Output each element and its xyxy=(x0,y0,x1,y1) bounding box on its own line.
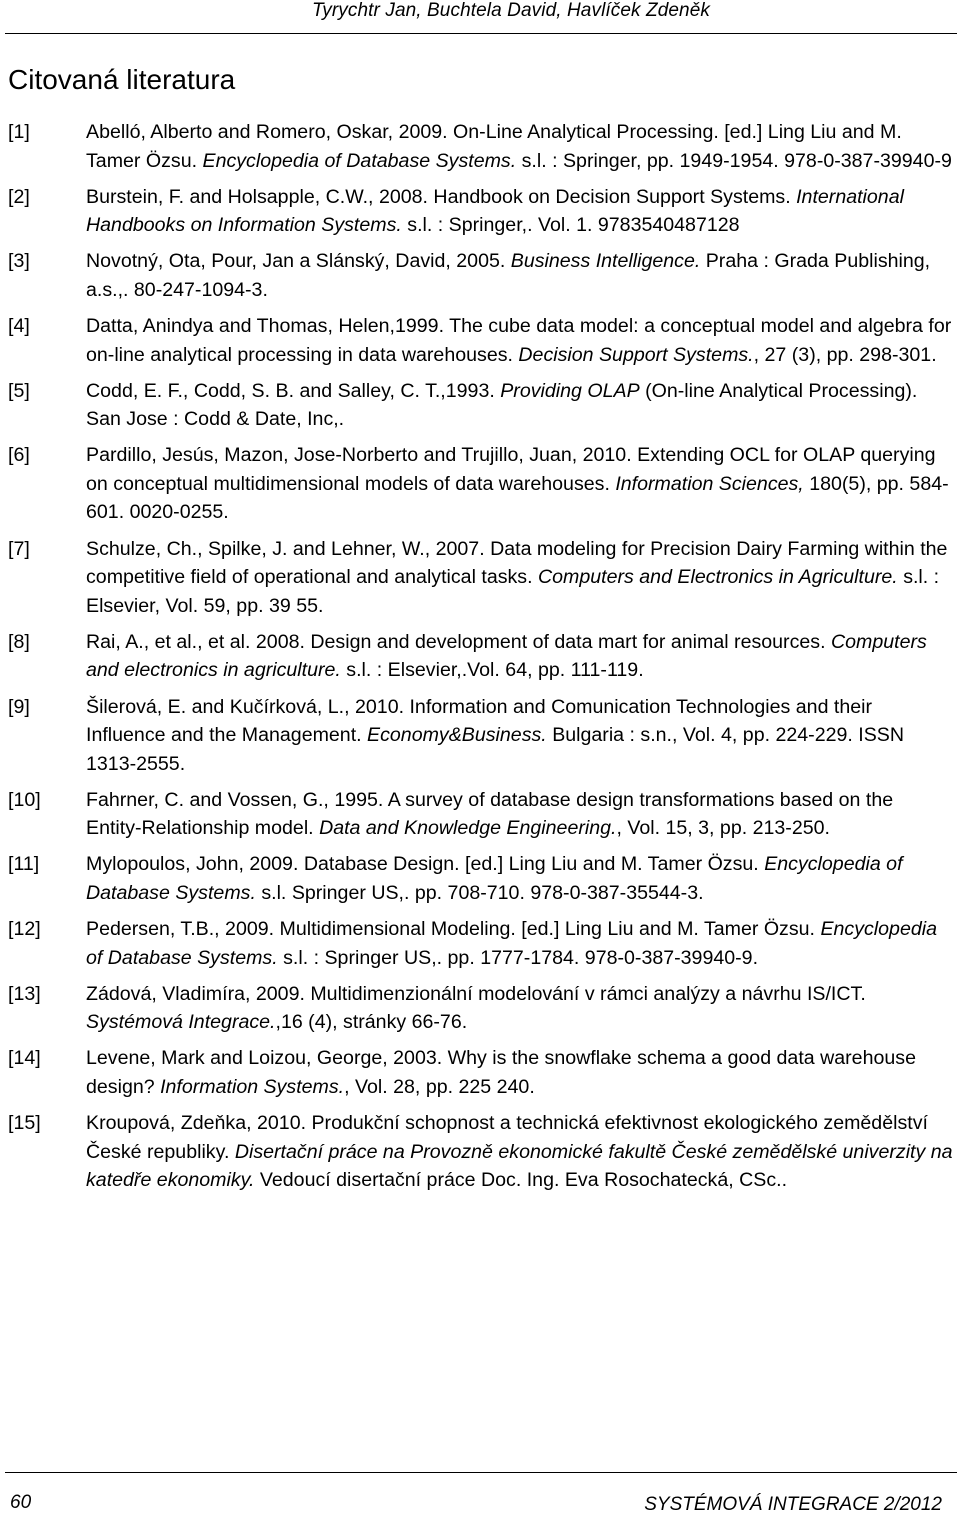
reference-source-title: Providing OLAP xyxy=(500,379,640,402)
reference-item xyxy=(8,915,953,972)
reference-text-run: ,16 (4), stránky 66-76. xyxy=(275,1011,468,1034)
reference-source-title: Information Sciences, xyxy=(615,472,804,495)
reference-text-run: Rai, A., et al., et al. 2008. Design and development of data mart for animal resources. xyxy=(86,630,831,653)
reference-source-title: Data and Knowledge Engineering. xyxy=(319,817,617,840)
reference-number: [1] xyxy=(8,121,30,143)
reference-item xyxy=(8,118,953,175)
reference-text-run: s.l. : Springer US,. pp. 1777-1784. 978-0-387-39940-9. xyxy=(277,946,759,969)
journal-name: SYSTÉMOVÁ INTEGRACE 2/2012 xyxy=(644,1494,942,1515)
reference-item xyxy=(8,628,953,685)
reference-text-run: Pedersen, T.B., 2009. Multidimensional Modeling. [ed.] Ling Liu and M. Tamer Özsu. xyxy=(86,918,821,941)
reference-number: [10] xyxy=(8,788,41,811)
header-rule xyxy=(5,33,957,34)
reference-text-run: Levene, Mark and Loizou, George, 2003. Why is the snowflake schema a good data warehouse design? xyxy=(86,1047,916,1098)
reference-text xyxy=(86,1112,953,1191)
reference-number: [14] xyxy=(8,1047,41,1070)
reference-text xyxy=(86,1047,916,1098)
reference-source-title: International Handbooks on Information Systems. xyxy=(86,185,904,237)
reference-source-title: Economy&Business. xyxy=(367,724,547,746)
reference-source-title: Encyclopedia of Database Systems. xyxy=(86,853,903,904)
reference-text xyxy=(86,121,952,172)
reference-text xyxy=(86,250,930,301)
footer-rule xyxy=(5,1472,957,1473)
reference-list xyxy=(8,118,953,1202)
reference-source-title: Business Intelligence. xyxy=(510,250,701,273)
reference-text xyxy=(86,853,903,904)
running-header-authors: Tyrychtr Jan, Buchtela David, Havlíček Zdeněk xyxy=(311,0,710,21)
reference-number: [3] xyxy=(8,250,30,273)
reference-text-run: Bulgaria : s.n., Vol. 4, pp. 224-229. ISSN 1313-2555. xyxy=(86,724,905,775)
reference-item xyxy=(8,786,953,843)
reference-number: [15] xyxy=(8,1112,41,1135)
reference-source-title: Encyclopedia of Database Systems. xyxy=(202,149,517,172)
reference-text-run: , Vol. 28, pp. 225 240. xyxy=(344,1075,535,1098)
reference-text xyxy=(86,789,893,840)
reference-text-run: s.l. : Springer,. Vol. 1. 9783540487128 xyxy=(401,214,740,237)
reference-text-run: , Vol. 15, 3, pp. 213-250. xyxy=(616,817,830,840)
reference-source-title: Computers and electronics in agriculture. xyxy=(86,630,927,682)
reference-item xyxy=(8,247,953,304)
reference-text xyxy=(86,631,927,682)
reference-text-run: , 27 (3), pp. 298-301. xyxy=(753,343,937,366)
reference-item xyxy=(8,312,953,369)
reference-text-run: Praha : Grada Publishing, a.s.,. 80-247-1094-3. xyxy=(86,250,931,301)
reference-number: [4] xyxy=(8,315,30,338)
reference-text-run: s.l. : Elsevier,.Vol. 64, pp. 111-119. xyxy=(340,659,644,682)
reference-number: [7] xyxy=(8,537,30,560)
reference-text-run: s.l. : Elsevier, Vol. 59, pp. 39 55. xyxy=(86,566,940,617)
reference-text-run: (On-line Analytical Processing). San Jose : Codd & Date, Inc,. xyxy=(86,379,918,431)
section-title: Citovaná literatura xyxy=(8,64,236,95)
reference-text xyxy=(86,696,904,775)
reference-text xyxy=(86,538,947,617)
reference-text-run: Mylopoulos, John, 2009. Database Design. [ed.] Ling Liu and M. Tamer Özsu. xyxy=(86,853,765,876)
reference-text-run: Burstein, F. and Holsapple, C.W., 2008. Handbook on Decision Support Systems. xyxy=(86,185,797,208)
reference-text-run: Vedoucí disertační práce Doc. Ing. Eva Rosochatecká, CSc.. xyxy=(254,1169,788,1192)
reference-source-title: Computers and Electronics in Agriculture. xyxy=(538,566,898,589)
reference-source-title: Systémová Integrace. xyxy=(86,1011,276,1034)
reference-text xyxy=(86,186,904,237)
reference-text xyxy=(86,983,866,1034)
reference-source-title: Decision Support Systems. xyxy=(518,343,754,366)
reference-text xyxy=(86,444,949,523)
reference-text-run: s.l. Springer US,. pp. 708-710. 978-0-387-35544-3. xyxy=(255,881,704,904)
reference-text-run: Pardillo, Jesús, Mazon, Jose-Norberto and Trujillo, Juan, 2010. Extending OCL for OLAP querying on conceptual multidimensional models of data warehouses. xyxy=(86,444,936,495)
reference-item xyxy=(8,377,953,434)
reference-number: [5] xyxy=(8,379,30,402)
reference-source-title: Information Systems. xyxy=(160,1075,345,1098)
reference-item xyxy=(8,535,953,621)
reference-item xyxy=(8,1109,953,1195)
reference-item xyxy=(8,183,953,240)
reference-text-run: Schulze, Ch., Spilke, J. and Lehner, W., 2007. Data modeling for Precision Dairy Farming within the competitive field of operational and analytical tasks. xyxy=(86,537,948,589)
reference-number: [13] xyxy=(8,982,41,1005)
page-number: 60 xyxy=(10,1492,32,1513)
reference-number: [8] xyxy=(8,630,30,653)
reference-text-run: 180(5), pp. 584-601. 0020-0255. xyxy=(86,472,949,524)
reference-item xyxy=(8,693,953,779)
reference-number: [6] xyxy=(8,444,30,467)
reference-item xyxy=(8,1044,953,1101)
reference-source-title: Disertační práce na Provozně ekonomické fakultě České zemědělské univerzity na katedře ekonomiky. xyxy=(86,1140,953,1192)
reference-text xyxy=(86,380,917,431)
reference-source-title: Encyclopedia of Database Systems. xyxy=(86,918,938,969)
reference-text-run: Zádová, Vladimíra, 2009. Multidimenzionální modelování v rámci analýzy a návrhu IS/ICT. xyxy=(86,982,866,1005)
reference-text-run: Abelló, Alberto and Romero, Oskar, 2009. On-Line Analytical Processing. [ed.] Ling Liu and M. Tamer Özsu. xyxy=(86,121,902,172)
reference-number: [12] xyxy=(8,918,41,941)
reference-item xyxy=(8,441,953,527)
reference-number: [2] xyxy=(8,185,30,208)
reference-text-run: Novotný, Ota, Pour, Jan a Slánský, David, 2005. xyxy=(86,250,511,273)
reference-text xyxy=(86,315,951,366)
reference-number: [9] xyxy=(8,695,30,718)
reference-text-run: Šilerová, E. and Kučírková, L., 2010. Information and Comunication Technologies and their Influence and the Management. xyxy=(86,695,873,746)
reference-item xyxy=(8,850,953,907)
reference-text xyxy=(86,918,937,969)
reference-text-run: s.l. : Springer, pp. 1949-1954. 978-0-387-39940-9 xyxy=(516,149,952,172)
reference-text-run: Datta, Anindya and Thomas, Helen,1999. The cube data model: a conceptual model and algebra for on-line analytical processing in data warehouses. xyxy=(86,315,952,366)
reference-text-run: Kroupová, Zdeňka, 2010. Produkční schopnost a technická efektivnost ekologického zemědělství České republiky. xyxy=(86,1112,928,1163)
reference-text-run: Fahrner, C. and Vossen, G., 1995. A survey of database design transformations based on the Entity-Relationship model. xyxy=(86,788,894,840)
reference-number: [11] xyxy=(8,853,40,876)
reference-item xyxy=(8,980,953,1037)
reference-text-run: Codd, E. F., Codd, S. B. and Salley, C. T.,1993. xyxy=(86,379,501,402)
